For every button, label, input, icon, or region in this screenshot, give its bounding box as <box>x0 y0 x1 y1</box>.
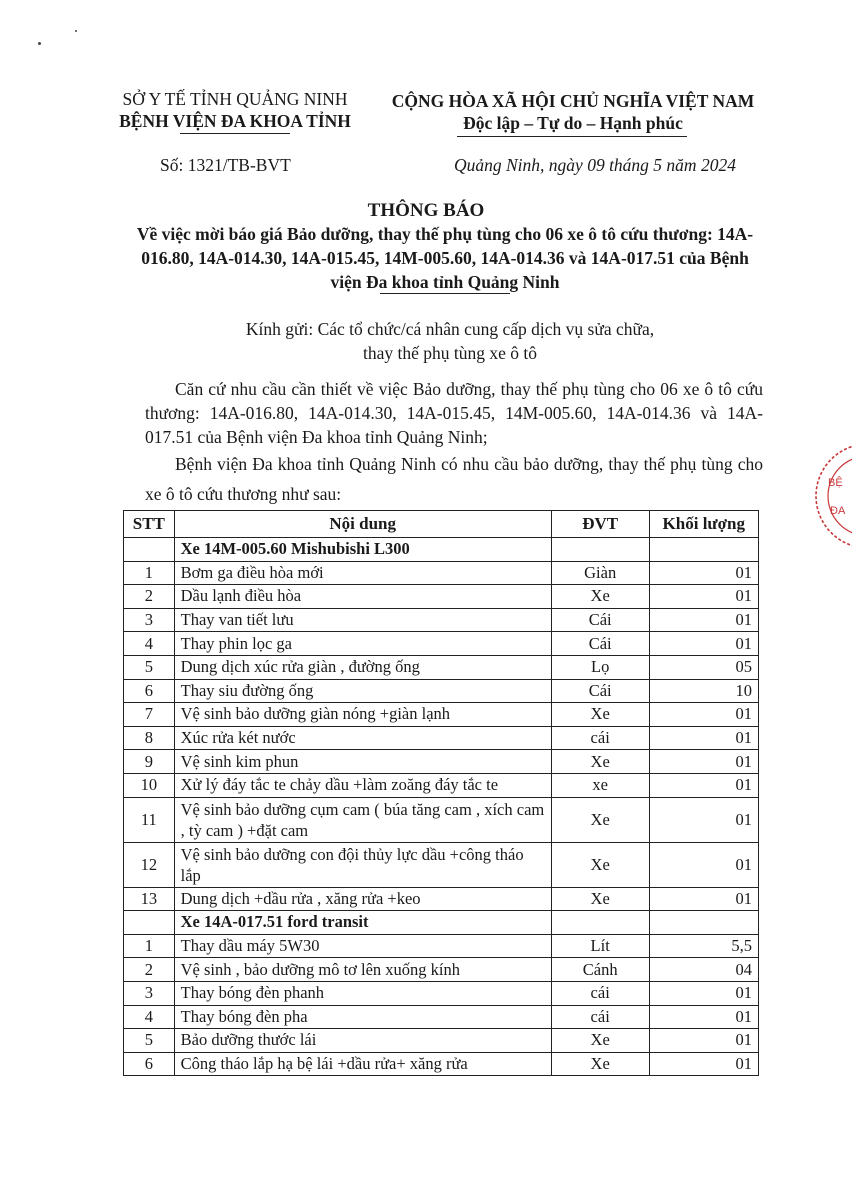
motto-underline <box>457 136 687 137</box>
recipient-line-2: thay thế phụ tùng xe ô tô <box>362 343 537 363</box>
cell-content: Vệ sinh bảo dưỡng cụm cam ( búa tăng cam , xích cam , tỳ cam ) +đặt cam <box>174 797 551 842</box>
header-right <box>378 90 768 134</box>
cell-stt: 2 <box>124 958 175 982</box>
table-row <box>124 703 759 727</box>
cell-stt: 2 <box>124 585 175 609</box>
cell-stt: 3 <box>124 608 175 632</box>
cell-quantity: 01 <box>649 1005 758 1029</box>
cell-unit: Xe <box>551 750 649 774</box>
cell-stt: 6 <box>124 679 175 703</box>
cell-unit: Cánh <box>551 958 649 982</box>
cell-quantity: 01 <box>649 608 758 632</box>
cell-content: Xe 14M-005.60 Mishubishi L300 <box>174 538 551 562</box>
table-row <box>124 887 759 911</box>
org-name: BỆNH VIỆN ĐA KHOA TỈNH <box>119 111 351 131</box>
cell-stt: 4 <box>124 632 175 656</box>
cell-stt: 4 <box>124 1005 175 1029</box>
scan-speck <box>38 42 41 45</box>
cell-stt: 5 <box>124 1029 175 1053</box>
recipient <box>190 317 710 365</box>
cell-quantity: 01 <box>649 726 758 750</box>
cell-unit: Xe <box>551 1029 649 1053</box>
cell-content: Xe 14A-017.51 ford transit <box>174 911 551 935</box>
cell-quantity: 5,5 <box>649 934 758 958</box>
stamp-outer-ring <box>816 444 852 548</box>
cell-stt <box>124 911 175 935</box>
cell-content: Dầu lạnh điều hòa <box>174 585 551 609</box>
cell-quantity: 01 <box>649 981 758 1005</box>
stamp-text-bottom: ĐA <box>830 505 846 517</box>
scan-speck <box>75 30 77 32</box>
header-quantity: Khối lượng <box>649 511 758 538</box>
table-row <box>124 934 759 958</box>
table-row <box>124 561 759 585</box>
cell-quantity <box>649 911 758 935</box>
cell-stt: 13 <box>124 887 175 911</box>
cell-unit: Xe <box>551 797 649 842</box>
cell-unit: xe <box>551 773 649 797</box>
cell-quantity: 01 <box>649 632 758 656</box>
cell-quantity: 01 <box>649 797 758 842</box>
header-stt: STT <box>124 511 175 538</box>
table-header-row <box>124 511 759 538</box>
table-row <box>124 797 759 842</box>
cell-quantity: 01 <box>649 842 758 887</box>
table-row <box>124 981 759 1005</box>
cell-unit: Xe <box>551 842 649 887</box>
cell-unit: Cái <box>551 608 649 632</box>
cell-stt: 3 <box>124 981 175 1005</box>
cell-unit: Xe <box>551 703 649 727</box>
table-row <box>124 1052 759 1076</box>
cell-unit <box>551 911 649 935</box>
cell-unit: Lọ <box>551 655 649 679</box>
cell-content: Thay bóng đèn pha <box>174 1005 551 1029</box>
cell-content: Bơm ga điều hòa mới <box>174 561 551 585</box>
cell-quantity: 01 <box>649 773 758 797</box>
stamp-text-top: BỆ <box>828 477 843 489</box>
cell-quantity <box>649 538 758 562</box>
cell-content: Thay phin lọc ga <box>174 632 551 656</box>
table-row <box>124 726 759 750</box>
cell-unit <box>551 538 649 562</box>
paragraph-need: Bệnh viện Đa khoa tỉnh Quảng Ninh có nhu cầu bảo dưỡng, thay thế phụ tùng cho xe ô tô cứu thương như sau: <box>145 454 763 504</box>
stamp-inner-ring <box>828 456 852 536</box>
table-row <box>124 1005 759 1029</box>
table-row <box>124 608 759 632</box>
country-name: CỘNG HÒA XÃ HỘI CHỦ NGHĨA VIỆT NAM <box>391 91 755 111</box>
cell-unit: Xe <box>551 1052 649 1076</box>
cell-stt: 12 <box>124 842 175 887</box>
cell-quantity: 05 <box>649 655 758 679</box>
cell-unit: cái <box>551 1005 649 1029</box>
table-row <box>124 842 759 887</box>
official-stamp-fragment <box>806 438 852 558</box>
document-title: THÔNG BÁO <box>367 200 485 221</box>
cell-content: Thay van tiết lưu <box>174 608 551 632</box>
paragraph-basis: Căn cứ nhu cầu cần thiết về việc Bảo dưỡng, thay thế phụ tùng cho 06 xe ô tô cứu thương: 14A-016.80, 14A-014.30, 14A-015.45, 14M-005.60, 14A-014.36 và 14A-017.51 của Bệnh viện Đa khoa tỉnh Quảng Ninh; <box>145 379 763 447</box>
org-underline <box>180 133 290 134</box>
cell-quantity: 01 <box>649 585 758 609</box>
subtitle-underline <box>380 293 510 294</box>
cell-quantity: 01 <box>649 1052 758 1076</box>
cell-unit: Xe <box>551 887 649 911</box>
cell-content: Vệ sinh kim phun <box>174 750 551 774</box>
cell-unit: Lít <box>551 934 649 958</box>
cell-content: Dung dịch xúc rửa giàn , đường ống <box>174 655 551 679</box>
cell-unit: Cái <box>551 632 649 656</box>
cell-content: Xử lý đáy tắc te chảy dầu +làm zoăng đáy tắc te <box>174 773 551 797</box>
table-row <box>124 632 759 656</box>
header-content: Nội dung <box>174 511 551 538</box>
cell-unit: Xe <box>551 585 649 609</box>
table-row <box>124 679 759 703</box>
table-row <box>124 655 759 679</box>
cell-content: Dung dịch +dầu rửa , xăng rửa +keo <box>174 887 551 911</box>
cell-content: Vệ sinh bảo dưỡng giàn nóng +giàn lạnh <box>174 703 551 727</box>
cell-content: Thay dầu máy 5W30 <box>174 934 551 958</box>
cell-stt: 11 <box>124 797 175 842</box>
cell-stt: 10 <box>124 773 175 797</box>
cell-unit: cái <box>551 981 649 1005</box>
cell-quantity: 01 <box>649 1029 758 1053</box>
cell-quantity: 01 <box>649 561 758 585</box>
cell-content: Công tháo lắp hạ bệ lái +dầu rửa+ xăng rửa <box>174 1052 551 1076</box>
cell-content: Thay bóng đèn phanh <box>174 981 551 1005</box>
cell-stt: 7 <box>124 703 175 727</box>
cell-quantity: 01 <box>649 703 758 727</box>
cell-stt: 1 <box>124 934 175 958</box>
cell-unit: Cái <box>551 679 649 703</box>
table-row <box>124 958 759 982</box>
cell-quantity: 10 <box>649 679 758 703</box>
cell-content: Thay siu đường ống <box>174 679 551 703</box>
cell-unit: Giàn <box>551 561 649 585</box>
cell-content: Vệ sinh bảo dưỡng con đội thủy lực dầu +công tháo lắp <box>174 842 551 887</box>
items-table <box>123 510 759 1076</box>
table-row <box>124 585 759 609</box>
org-parent: SỞ Y TẾ TỈNH QUẢNG NINH <box>122 89 348 109</box>
table-body <box>124 538 759 1076</box>
cell-stt: 6 <box>124 1052 175 1076</box>
document-subtitle: Về việc mời báo giá Bảo dưỡng, thay thế phụ tùng cho 06 xe ô tô cứu thương: 14A-016.80, 14A-014.30, 14A-015.45, 14M-005.60, 14A-014.36 và 14A-017.51 của Bệnh viện Đa khoa tỉnh Quảng Ninh <box>136 224 754 292</box>
table-row <box>124 773 759 797</box>
cell-content: Bảo dưỡng thước lái <box>174 1029 551 1053</box>
header-unit: ĐVT <box>551 511 649 538</box>
cell-content: Vệ sinh , bảo dưỡng mô tơ lên xuống kính <box>174 958 551 982</box>
cell-stt: 8 <box>124 726 175 750</box>
motto: Độc lập – Tự do – Hạnh phúc <box>463 113 683 133</box>
document-number: Số: 1321/TB-BVT <box>160 155 291 175</box>
cell-unit: cái <box>551 726 649 750</box>
cell-content: Xúc rửa két nước <box>174 726 551 750</box>
cell-quantity: 01 <box>649 750 758 774</box>
table-section-row <box>124 538 759 562</box>
cell-stt: 1 <box>124 561 175 585</box>
table-section-row <box>124 911 759 935</box>
header-left <box>100 88 370 132</box>
cell-quantity: 04 <box>649 958 758 982</box>
table-row <box>124 750 759 774</box>
cell-stt <box>124 538 175 562</box>
cell-stt: 5 <box>124 655 175 679</box>
cell-quantity: 01 <box>649 887 758 911</box>
table-row <box>124 1029 759 1053</box>
recipient-line-1: Kính gửi: Các tổ chức/cá nhân cung cấp dịch vụ sửa chữa, <box>245 319 655 339</box>
place-date: Quảng Ninh, ngày 09 tháng 5 năm 2024 <box>454 155 736 175</box>
cell-stt: 9 <box>124 750 175 774</box>
